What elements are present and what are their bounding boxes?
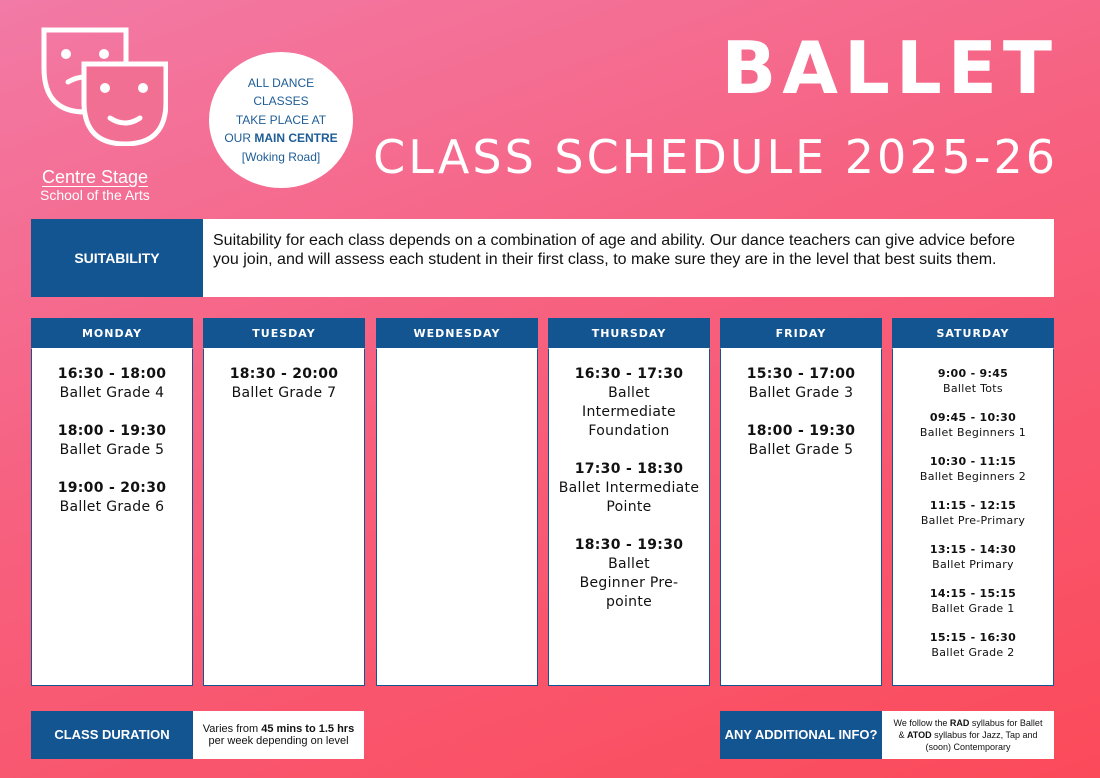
class-entry <box>32 479 192 517</box>
class-time: 11:15 - 12:15 <box>929 499 1017 512</box>
class-name: Ballet Pre-Primary <box>920 514 1026 527</box>
class-time: 13:15 - 14:30 <box>929 543 1017 556</box>
info-text-part: We follow the <box>893 718 950 728</box>
badge-prefix: OUR <box>224 131 255 146</box>
day-header: THURSDAY <box>548 318 710 348</box>
badge-line: [Woking Road] <box>241 149 321 164</box>
class-name: Ballet Grade 3 <box>748 385 854 401</box>
page-title: BALLET <box>721 26 1058 110</box>
class-name: Ballet Grade 6 <box>59 499 165 515</box>
day-classes <box>720 348 882 686</box>
class-time: 15:15 - 16:30 <box>929 631 1017 644</box>
class-name: Ballet Intermediate Foundation <box>582 385 676 439</box>
class-name: Ballet Grade 7 <box>231 385 337 401</box>
day-header: TUESDAY <box>203 318 365 348</box>
info-syllabus-rad: RAD <box>949 718 970 728</box>
class-entry <box>893 498 1053 528</box>
class-entry <box>549 365 709 441</box>
badge-emphasis: MAIN CENTRE <box>254 131 338 146</box>
theatre-masks-icon <box>38 26 168 146</box>
duration-suffix: per week depending on level <box>208 735 349 747</box>
class-time: 18:30 - 20:00 <box>229 366 339 382</box>
day-header: MONDAY <box>31 318 193 348</box>
class-name: Ballet Primary <box>932 558 1014 571</box>
day-column-friday <box>720 318 882 686</box>
day-header: FRIDAY <box>720 318 882 348</box>
location-badge <box>209 52 353 188</box>
class-entry <box>32 422 192 460</box>
school-logo <box>38 26 178 203</box>
class-entry <box>32 365 192 403</box>
class-name: Ballet Beginners 2 <box>919 470 1027 483</box>
badge-line: ALL DANCE <box>247 75 315 90</box>
badge-line <box>224 129 337 148</box>
day-column-monday <box>31 318 193 686</box>
day-header: WEDNESDAY <box>376 318 538 348</box>
suitability-label: SUITABILITY <box>31 219 203 297</box>
day-classes <box>31 348 193 686</box>
class-name: Ballet Grade 5 <box>59 442 165 458</box>
logo-tagline: School of the Arts <box>40 187 150 203</box>
class-name: Ballet Grade 1 <box>931 602 1015 615</box>
class-entry <box>893 630 1053 660</box>
info-syllabus-atod: ATOD <box>906 730 932 740</box>
class-entry <box>204 365 364 403</box>
class-name: Ballet Grade 5 <box>748 442 854 458</box>
class-entry <box>893 586 1053 616</box>
badge-line: CLASSES <box>253 94 309 109</box>
day-classes <box>548 348 710 686</box>
class-time: 17:30 - 18:30 <box>574 461 684 477</box>
class-duration-label: CLASS DURATION <box>31 711 193 759</box>
class-time: 18:00 - 19:30 <box>57 423 167 439</box>
class-entry <box>549 460 709 517</box>
duration-prefix: Varies from <box>202 723 262 735</box>
page-subtitle: CLASS SCHEDULE 2025-26 <box>373 130 1058 184</box>
class-time: 10:30 - 11:15 <box>929 455 1017 468</box>
day-column-thursday <box>548 318 710 686</box>
class-name: Ballet Beginners 1 <box>919 426 1027 439</box>
class-name: Ballet Tots <box>943 382 1003 395</box>
info-text-part: syllabus for Ballet & <box>898 718 1043 740</box>
day-classes <box>892 348 1054 686</box>
additional-info-label <box>720 711 882 759</box>
class-time: 18:30 - 19:30 <box>574 537 684 553</box>
class-entry <box>721 422 881 460</box>
class-entry <box>893 454 1053 484</box>
class-time: 15:30 - 17:00 <box>746 366 856 382</box>
day-classes <box>376 348 538 686</box>
class-name: Ballet Grade 2 <box>931 646 1015 659</box>
class-time: 14:15 - 15:15 <box>929 587 1017 600</box>
class-entry <box>893 366 1053 396</box>
class-entry <box>721 365 881 403</box>
class-name: Ballet Intermediate Pointe <box>558 480 700 515</box>
additional-info-label-text: ANY ADDITIONAL INFO? <box>724 727 878 742</box>
day-column-wednesday <box>376 318 538 686</box>
info-text-part: syllabus for Jazz, Tap and (soon) Contemporary <box>925 730 1038 752</box>
class-time: 09:45 - 10:30 <box>929 411 1017 424</box>
suitability-text: Suitability for each class depends on a combination of age and ability. Our dance teachers can give advice before you join, and will assess each student in their first class, to make sure they are in the level that best suits them. <box>203 219 1054 297</box>
class-time: 16:30 - 18:00 <box>57 366 167 382</box>
class-entry <box>893 410 1053 440</box>
class-entry <box>893 542 1053 572</box>
class-name: Ballet Beginner Pre-pointe <box>579 556 679 610</box>
day-classes <box>203 348 365 686</box>
additional-info-text <box>882 711 1054 759</box>
class-time: 9:00 - 9:45 <box>937 367 1009 380</box>
day-column-tuesday <box>203 318 365 686</box>
duration-range: 45 mins to 1.5 hrs <box>261 723 355 735</box>
class-time: 18:00 - 19:30 <box>746 423 856 439</box>
logo-name: Centre Stage <box>42 167 149 187</box>
day-header: SATURDAY <box>892 318 1054 348</box>
class-duration-text <box>193 711 364 759</box>
badge-line: TAKE PLACE AT <box>235 112 327 127</box>
day-column-saturday <box>892 318 1054 686</box>
class-time: 19:00 - 20:30 <box>57 480 167 496</box>
class-time: 16:30 - 17:30 <box>574 366 684 382</box>
class-name: Ballet Grade 4 <box>59 385 165 401</box>
class-entry <box>549 536 709 612</box>
